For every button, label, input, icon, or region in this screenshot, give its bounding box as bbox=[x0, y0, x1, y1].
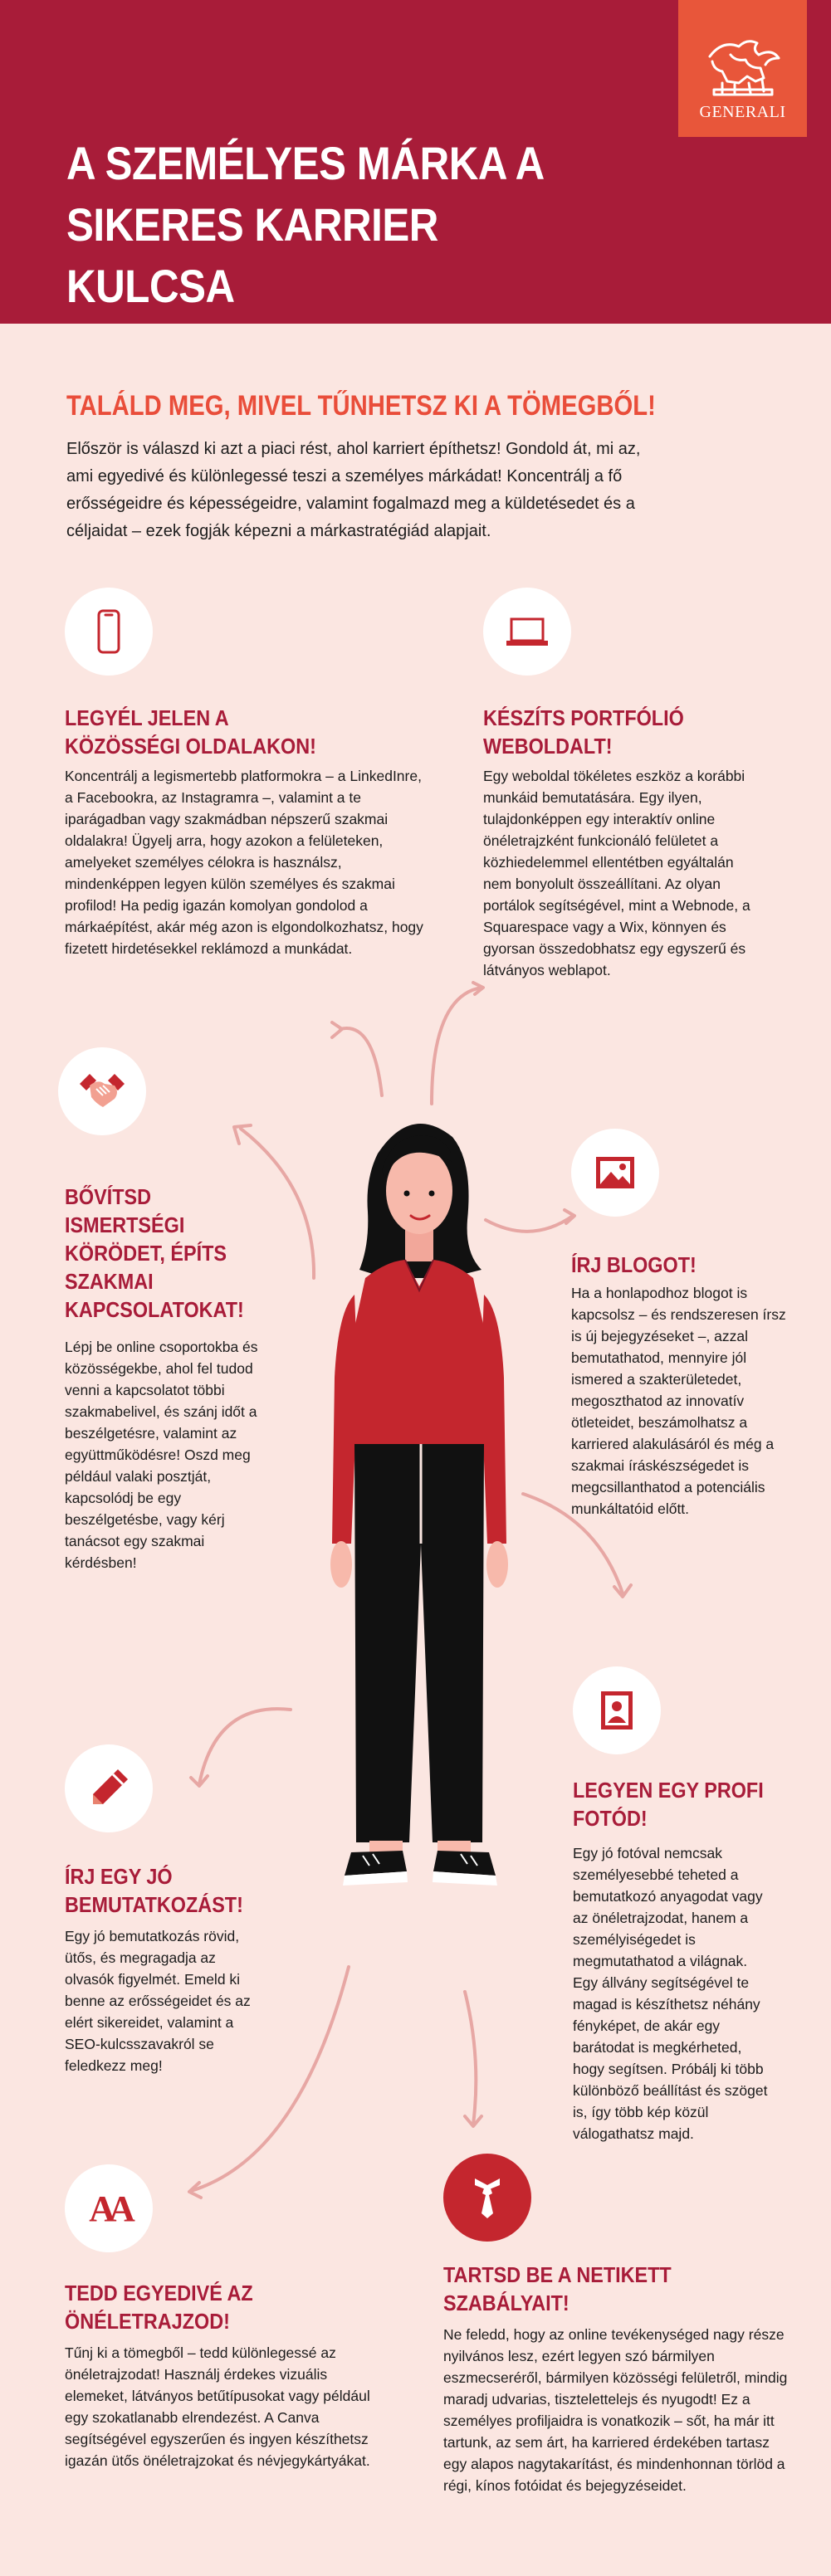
portfolio-text: Egy weboldal tökéletes eszköz a korábbi munkáid bemutatására. Egy ilyen, tulajdonképpen egy interaktív online önéletrajzként funkcionáló felületet a közhiedelemmel ellentétben egyáltalán nem bonyolult összeállítani. Az olyan portálok segítségével, mint a Webnode, a Squarespace vagy a Wix, könnyen és gyorsan összedobhatsz egy egyszerű és látványos weblapot. bbox=[483, 768, 750, 978]
lion-icon bbox=[697, 32, 789, 98]
network-heading-l5: KAPCSOLATOKAT! bbox=[65, 1297, 244, 1322]
cv-heading bbox=[65, 2279, 253, 2335]
tie-icon bbox=[463, 2174, 511, 2222]
netiquette-heading-l1: TARTSD BE A NETIKETT bbox=[443, 2262, 672, 2287]
phone-icon bbox=[85, 607, 133, 656]
social-text: Koncentrálj a legismertebb platformokra – a LinkedInre, a Facebookra, az Instagramra –, valamint a te iparágadban vagy szakmádban népszerű szakmai oldalakra! Ügyelj arra, hogy azokon a felületeken, amelyeket személyes célokra is használsz, mindenképpen legyen külön személyes és szakmai profilod! Ha pedig igazán komolyan gondolod a márkaépítést, akár még azon is elgondolkozhatsz, hogy fizetett hirdetésekkel reklámozd a munkádat. bbox=[65, 768, 423, 957]
intro-text: Először is válaszd ki azt a piaci rést, ahol karriert építhetsz! Gondold át, mi az, ami egyedivé és különlegessé teszi a személyes márkádat! Koncentrálj a fő erősségeidre és képességeidre, valamint fogalmazd meg a küldetésedet és a céljaidat – ezek fogják képezni a márkastratégiád alapjait. bbox=[66, 440, 641, 540]
network-heading-l3: KÖRÖDET, ÉPÍTS bbox=[65, 1241, 227, 1266]
netiquette-heading bbox=[443, 2261, 672, 2317]
photo-heading bbox=[573, 1776, 764, 1832]
blog-text: Ha a honlapodhoz blogot is kapcsolsz – és rendszeresen írsz is új bejegyzéseket –, azzal bemutathatod, mennyire jól ismered a szakterületedet, megoszthatod az innovatív ötleteidet, beszámolhatsz a karriered alakulásáról és még a szakmai íráskészségedet is megcsillanthatod a potenciális munkáltatóid előtt. bbox=[571, 1285, 786, 1517]
woman-illustration bbox=[286, 1112, 552, 1942]
cv-icon-badge bbox=[65, 2164, 153, 2252]
network-text: Lépj be online csoportokba és közösségekbe, ahol fel tudod venni a kapcsolatot többi szakmabelivel, és szánj időt a beszélgetésre, valamint az együttműködésre! Oszd meg például valaki posztját, kapcsolódj be egy beszélgetésbe, vagy kérj tanácsot egy szakmai kérdésben! bbox=[65, 1339, 258, 1571]
network-heading-l4: SZAKMAI bbox=[65, 1269, 154, 1294]
network-heading-l2: ISMERTSÉGI bbox=[65, 1212, 185, 1237]
cv-heading-l1: TEDD EGYEDIVÉ AZ bbox=[65, 2281, 253, 2305]
handshake-icon bbox=[78, 1067, 126, 1115]
intro-title: TALÁLD MEG, MIVEL TŰNHETSZ KI A TÖMEGBŐL! bbox=[66, 390, 656, 422]
social-heading-l2: KÖZÖSSÉGI OLDALAKON! bbox=[65, 734, 316, 759]
social-icon-badge bbox=[65, 588, 153, 676]
portrait-icon bbox=[593, 1686, 641, 1734]
bio-heading bbox=[65, 1862, 243, 1919]
network-heading-l1: BŐVÍTSD bbox=[65, 1184, 152, 1209]
bio-icon-badge bbox=[65, 1744, 153, 1832]
title-line-2: SIKERES KARRIER KULCSA bbox=[66, 198, 438, 312]
network-heading bbox=[65, 1183, 244, 1324]
bio-heading-l1: ÍRJ EGY JÓ bbox=[65, 1864, 173, 1889]
portfolio-icon-badge bbox=[483, 588, 571, 676]
bio-text: Egy jó bemutatkozás rövid, ütős, és megragadja az olvasók figyelmét. Emeld ki benne az erősségeidet és az elért sikereidet, valamint a SEO-kulcsszavakról se feledkezz meg! bbox=[65, 1928, 251, 2074]
netiquette-heading-l2: SZABÁLYAIT! bbox=[443, 2291, 569, 2315]
laptop-icon bbox=[503, 607, 551, 656]
photo-icon-badge bbox=[573, 1666, 661, 1754]
logo-wordmark: GENERALI bbox=[699, 103, 786, 121]
social-heading bbox=[65, 704, 316, 760]
network-icon-badge bbox=[58, 1047, 146, 1135]
portfolio-heading-l2: WEBOLDALT! bbox=[483, 734, 613, 759]
blog-heading bbox=[571, 1251, 697, 1279]
photo-heading-l2: FOTÓD! bbox=[573, 1806, 648, 1831]
generali-logo[interactable] bbox=[678, 0, 807, 137]
title-line-1: A SZEMÉLYES MÁRKA A bbox=[66, 137, 545, 189]
cv-text: Tűnj ki a tömegből – tedd különlegessé az önéletrajzodat! Használj érdekes vizuális elemeket, látványos betűtípusokat vagy például egy szokatlanabb elrendezést. A Canva segítségével egyszerűen és ingyen készíthetsz igazán ütős önéletrajzokat és névjegykártyákat. bbox=[65, 2344, 370, 2469]
netiquette-icon-badge bbox=[443, 2154, 531, 2242]
photo-text: Egy jó fotóval nemcsak személyesebbé teheted a bemutatkozó anyagodat vagy az önéletrajzodat, hanem a személyiségedet is megmutathatod a világnak. Egy állvány segítségével te magad is készíthetsz néhány fényképet, de akár egy barátodat is megkérheted, hogy segítsen. Próbálj ki több különböző beállítást és szöget is, így több kép közül válogathatsz majd. bbox=[573, 1845, 768, 2142]
pencil-icon bbox=[85, 1764, 133, 1812]
header-banner bbox=[0, 0, 831, 324]
image-icon bbox=[591, 1149, 639, 1197]
font-icon: AA bbox=[89, 2188, 129, 2229]
portfolio-heading-l1: KÉSZÍTS PORTFÓLIÓ bbox=[483, 705, 684, 730]
page-title bbox=[66, 133, 578, 317]
blog-icon-badge bbox=[571, 1129, 659, 1217]
social-heading-l1: LEGYÉL JELEN A bbox=[65, 705, 229, 730]
netiquette-text: Ne feledd, hogy az online tevékenységed nagy része nyilvános lesz, ezért legyen szó bármilyen eszmecseréről, bármilyen közösségi felületről, mindig maradj udvarias, tisztelettelejs és nyugodt! Ez a személyes profiljaidra is vonatkozik – sőt, ha már itt tartunk, az sem árt, ha karriered érdekében tartasz egy alapos nagytakarítást, és mindenhonnan törlöd a régi, kínos fotóidat és bejegyzéseidet. bbox=[443, 2326, 788, 2494]
blog-heading-l1: ÍRJ BLOGOT! bbox=[571, 1252, 697, 1277]
bio-heading-l2: BEMUTATKOZÁST! bbox=[65, 1892, 243, 1917]
portfolio-heading bbox=[483, 704, 684, 760]
photo-heading-l1: LEGYEN EGY PROFI bbox=[573, 1778, 764, 1803]
cv-heading-l2: ÖNÉLETRAJZOD! bbox=[65, 2309, 230, 2334]
